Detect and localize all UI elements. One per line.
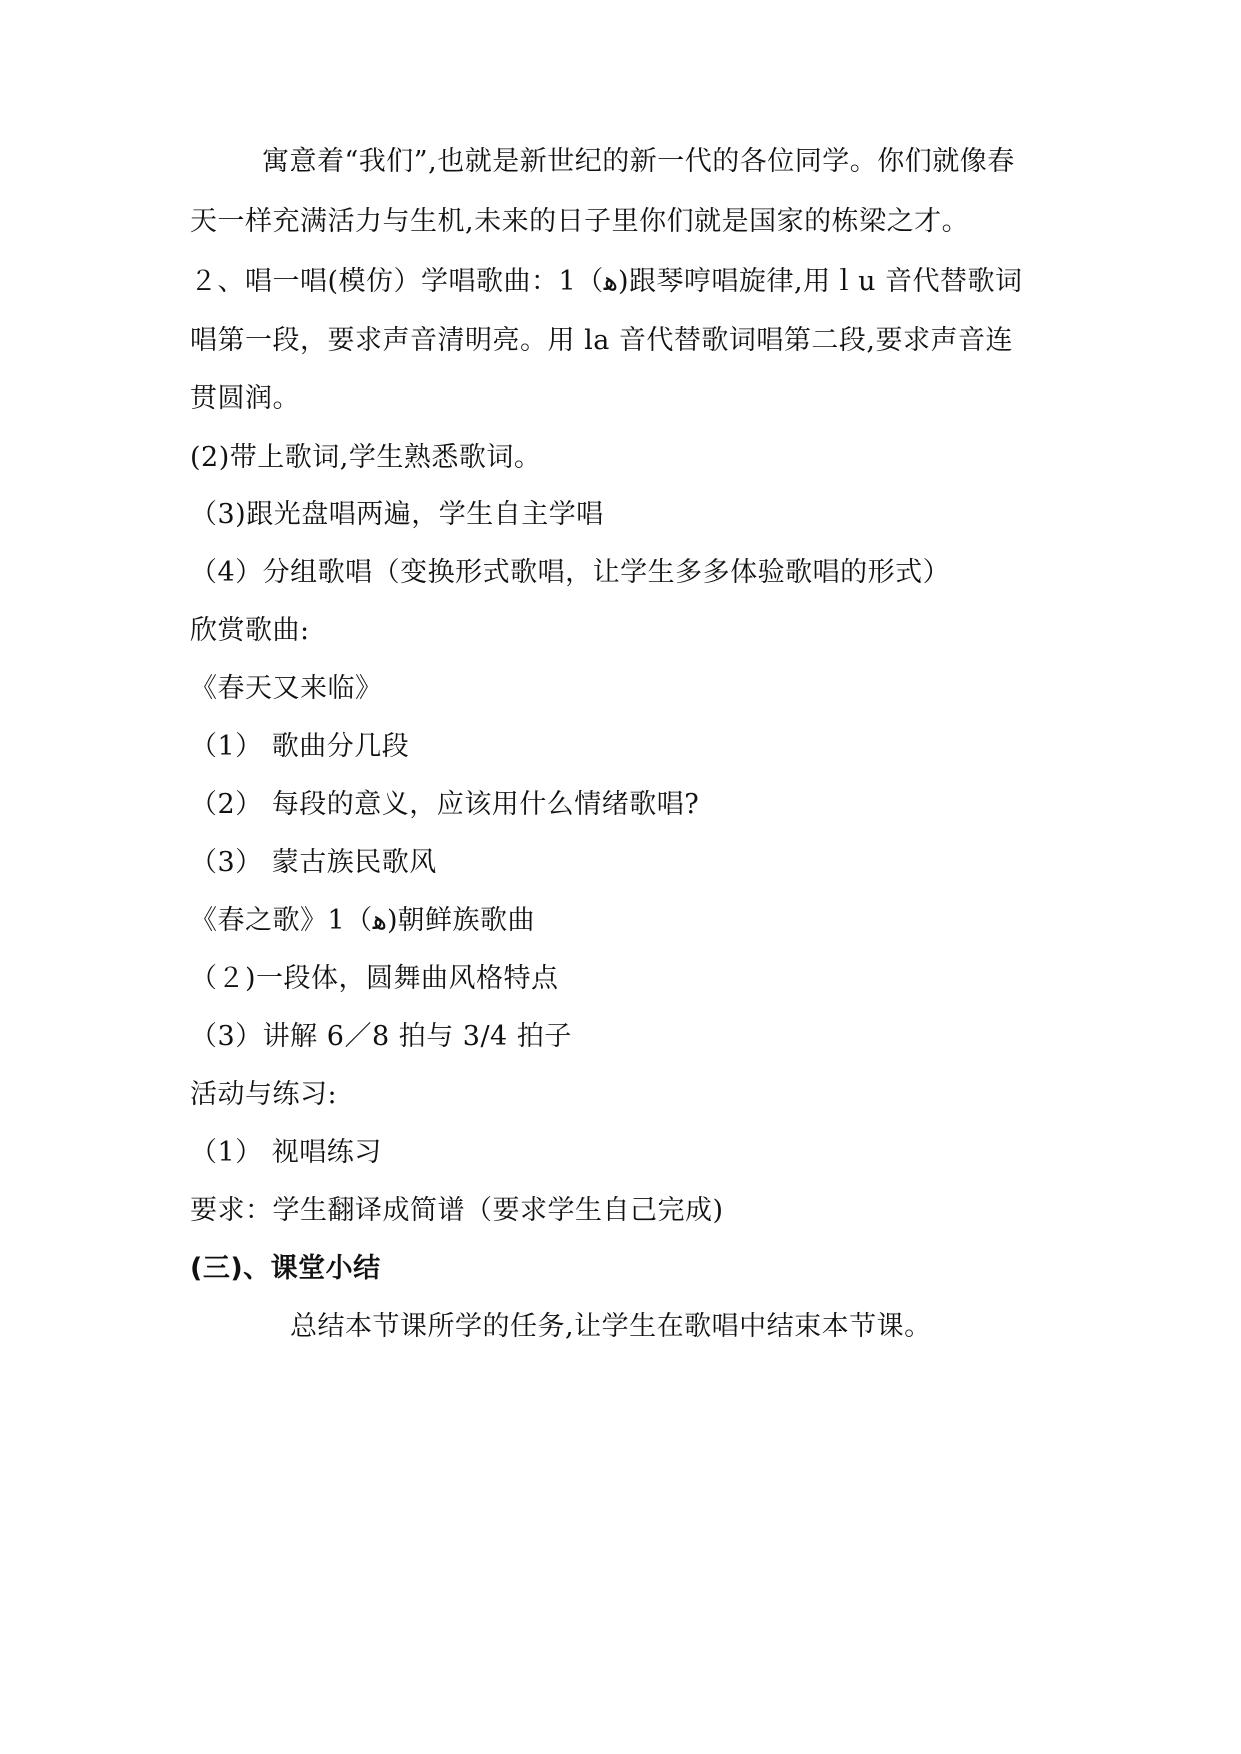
step-heading-sing: ２、唱一唱(模仿）学唱歌曲：1（ﻫ)跟琴哼唱旋律,用ｌu 音代替歌词 (190, 266, 1023, 297)
summary-text: 总结本节课所学的任务,让学生在歌唱中结束本节课。 (290, 1311, 932, 1342)
list-item-3: （3)跟光盘唱两遍，学生自主学唱 (190, 499, 604, 530)
song2-point-3: （3）讲解 6／8 拍与 3/4 拍子 (190, 1021, 572, 1052)
activity-point-1: （1） 视唱练习 (190, 1137, 382, 1168)
song1-point-3: （3） 蒙古族民歌风 (190, 847, 437, 878)
paragraph-line-1: 寓意着“我们”,也就是新世纪的新一代的各位同学。你们就像春 (262, 146, 1015, 177)
section-heading-summary: (三)、课堂小结 (190, 1253, 381, 1284)
list-item-4: （4）分组歌唱（变换形式歌唱，让学生多多体验歌唱的形式） (190, 557, 951, 588)
paragraph-line-5: 贯圆润。 (190, 383, 300, 414)
song-title-chuntian: 《春天又来临》 (190, 673, 383, 704)
song1-point-2: （2） 每段的意义，应该用什么情绪歌唱? (190, 789, 700, 820)
section-label-activity: 活动与练习: (190, 1079, 338, 1110)
list-item-2: (2)带上歌词,学生熟悉歌词。 (190, 442, 542, 473)
paragraph-line-4: 唱第一段，要求声音清明亮。用 la 音代替歌词唱第二段,要求声音连 (190, 325, 1013, 356)
paragraph-line-2: 天一样充满活力与生机,未来的日子里你们就是国家的栋梁之才。 (190, 206, 970, 237)
song-title-chunzhige: 《春之歌》1（ﻫ)朝鲜族歌曲 (190, 905, 535, 936)
song2-point-2: （２)一段体，圆舞曲风格特点 (190, 963, 559, 994)
section-label-appreciate: 欣赏歌曲: (190, 615, 310, 646)
song1-point-1: （1） 歌曲分几段 (190, 731, 410, 762)
requirement-line: 要求：学生翻译成简谱（要求学生自己完成) (190, 1195, 724, 1226)
